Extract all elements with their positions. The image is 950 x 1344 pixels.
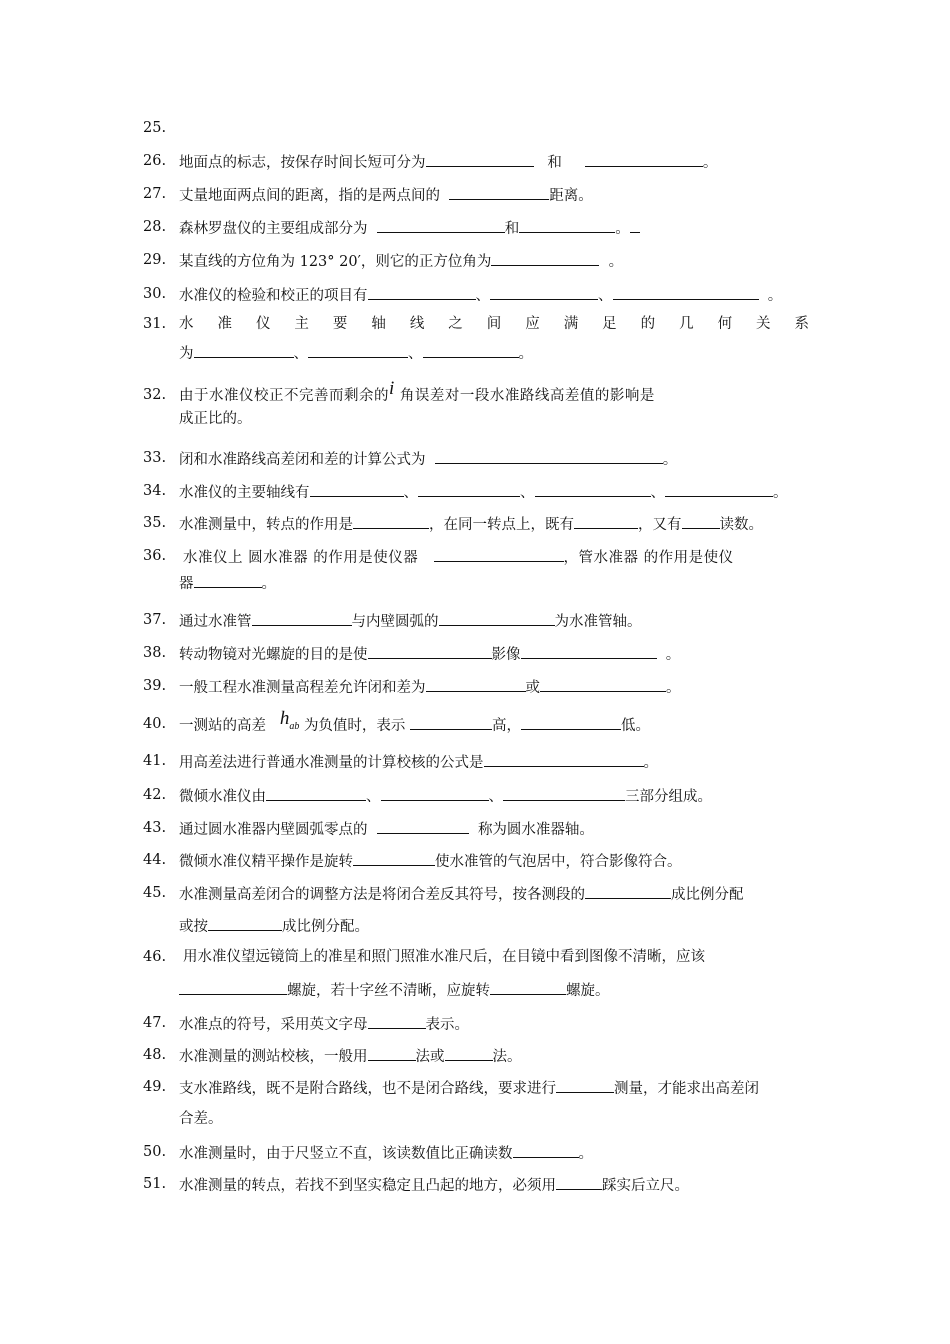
answer-blank	[368, 1014, 426, 1029]
question-number: 37.	[143, 612, 167, 628]
answer-blank	[585, 152, 703, 167]
question-number: 40.	[143, 716, 167, 732]
text-segment: 水准测量时，由于尺竖立不直，该读数值比正确读数	[179, 1146, 513, 1162]
question-text-line-2	[179, 343, 533, 363]
text-segment: 或	[525, 680, 540, 696]
question-number: 27.	[143, 186, 167, 202]
answer-blank	[194, 573, 262, 588]
answer-blank	[353, 514, 429, 529]
text-segment: 。	[261, 576, 276, 592]
question-number: 39.	[143, 678, 167, 694]
text-segment: 成比例分配	[671, 887, 744, 903]
answer-blank	[490, 980, 566, 995]
question-number: 51.	[143, 1176, 167, 1192]
answer-blank	[435, 449, 663, 464]
answer-blank	[368, 285, 476, 300]
text-segment: 或按	[179, 919, 208, 935]
symbol-subscript: ab	[289, 720, 300, 732]
answer-blank	[665, 482, 773, 497]
question-number: 29.	[143, 252, 167, 268]
question-number: 41.	[143, 753, 167, 769]
answer-blank	[574, 514, 638, 529]
text-segment: ，又有	[638, 517, 682, 533]
answer-blank	[521, 644, 657, 659]
answer-blank	[194, 343, 294, 358]
text-segment: 水准测量高差闭合的调整方法是将闭合差反其符号，按各测段的	[179, 887, 585, 903]
text-segment: 一般工程水准测量高程差允许闭和差为	[179, 680, 426, 696]
text-char: 水	[179, 316, 194, 332]
text-segment: 。	[578, 1146, 593, 1162]
answer-blank	[423, 343, 519, 358]
question-number: 28.	[143, 219, 167, 235]
question-36	[143, 547, 811, 591]
answer-blank	[434, 547, 564, 562]
answer-blank	[630, 218, 640, 233]
question-number: 49.	[143, 1079, 167, 1095]
text-segment: 与内壁圆弧的	[351, 614, 439, 630]
answer-blank	[449, 185, 549, 200]
question-number: 33.	[143, 450, 167, 466]
text-char: 系	[794, 316, 809, 332]
question-number: 48.	[143, 1047, 167, 1063]
text-segment: 某直线的方位角为 123° 20′，则它的正方位角为	[179, 254, 492, 270]
text-segment: 闭和水准路线高差闭和差的计算公式为	[179, 452, 426, 468]
question-32	[143, 378, 811, 428]
text-segment: 通过水准管	[179, 614, 252, 630]
question-number: 46.	[143, 949, 167, 965]
answer-blank	[353, 851, 435, 866]
answer-blank	[513, 1143, 579, 1158]
text-segment: 影像	[491, 647, 521, 663]
text-segment: 。	[662, 452, 678, 468]
text-segment: 称为圆水准器轴。	[477, 822, 594, 838]
answer-blank	[252, 611, 352, 626]
answer-blank	[208, 916, 282, 931]
text-segment: 、	[475, 288, 490, 304]
text-char: 何	[717, 316, 733, 332]
question-text-line-1	[179, 315, 809, 333]
answer-blank	[585, 884, 671, 899]
question-text	[179, 449, 677, 469]
text-segment: 一测站的高差	[179, 718, 266, 734]
question-text	[179, 152, 717, 172]
text-char: 关	[756, 316, 771, 332]
text-segment: 低。	[621, 718, 651, 734]
text-segment: 、	[293, 346, 308, 362]
text-segment: 微倾水准仪由	[179, 789, 266, 805]
height-difference-symbol	[279, 708, 300, 732]
text-segment: 。	[608, 254, 624, 270]
question-text	[179, 819, 594, 839]
question-text-line-2	[179, 916, 369, 936]
text-char: 线	[409, 316, 425, 332]
answer-blank	[682, 514, 720, 529]
i-angle-symbol: i	[389, 378, 395, 399]
question-text	[179, 786, 712, 806]
question-45	[143, 884, 811, 936]
question-number: 25.	[143, 120, 167, 136]
question-number: 42.	[143, 787, 167, 803]
text-segment: 水准仪上 圆水准器 的作用是使仪器	[183, 550, 419, 566]
answer-blank	[381, 786, 489, 801]
question-number: 47.	[143, 1015, 167, 1031]
answer-blank	[490, 285, 598, 300]
text-segment: 踩实后立尺。	[602, 1178, 689, 1194]
question-text-line-2	[179, 573, 276, 593]
answer-blank	[426, 152, 534, 167]
text-char: 轴	[371, 316, 386, 332]
answer-blank	[484, 752, 644, 767]
text-segment: 读数。	[719, 517, 763, 533]
answer-blank	[368, 1046, 416, 1061]
text-segment: 。	[615, 221, 630, 237]
question-text	[179, 1014, 469, 1034]
question-number: 31.	[143, 316, 167, 332]
answer-blank	[491, 251, 599, 266]
question-text-line-2	[179, 980, 610, 1000]
question-text	[179, 644, 680, 664]
question-number: 35.	[143, 515, 167, 531]
answer-blank	[521, 715, 621, 730]
text-segment: ，在同一转点上，既有	[429, 517, 574, 533]
question-text	[179, 218, 640, 238]
question-number: 32.	[143, 387, 167, 403]
text-segment: 、	[520, 485, 535, 501]
question-text	[179, 482, 788, 502]
text-segment: 为	[179, 346, 194, 362]
text-char: 间	[486, 316, 502, 332]
text-segment: 器	[179, 576, 194, 592]
question-number: 34.	[143, 483, 167, 499]
text-segment: 测量，才能求出高差闭	[614, 1081, 759, 1097]
text-segment: 三部分组成。	[625, 789, 712, 805]
text-segment: 高，	[492, 718, 522, 734]
text-char: 应	[525, 316, 540, 332]
text-segment: 微倾水准仪精平操作是旋转	[179, 854, 353, 870]
symbol-h: h	[279, 708, 290, 729]
question-text-line-1: 用水准仪望远镜筒上的准星和照门照准水准尺后，在目镜中看到图像不清晰，应该	[183, 949, 705, 965]
answer-blank	[377, 218, 505, 233]
question-text	[179, 251, 623, 271]
text-segment: 表示。	[425, 1017, 469, 1033]
answer-blank	[556, 1078, 614, 1093]
text-char: 仪	[255, 316, 271, 332]
answer-blank	[179, 980, 287, 995]
question-number: 38.	[143, 645, 167, 661]
answer-blank	[310, 482, 404, 497]
question-text	[179, 1046, 522, 1066]
text-segment: 丈量地面两点间的距离，指的是两点间的	[179, 188, 440, 204]
question-text	[179, 752, 658, 772]
question-text	[179, 851, 682, 871]
answer-blank	[556, 1175, 602, 1190]
text-segment: 为水准管轴。	[554, 614, 642, 630]
text-segment: 距离。	[549, 188, 593, 204]
text-segment: 、	[408, 346, 423, 362]
text-segment: 、	[598, 288, 613, 304]
text-char: 要	[332, 316, 348, 332]
answer-blank	[418, 482, 520, 497]
answer-blank	[368, 644, 492, 659]
text-segment: 螺旋。	[566, 983, 610, 999]
question-number: 26.	[143, 153, 167, 169]
text-segment: 水准点的符号，采用英文字母	[179, 1017, 368, 1033]
question-text	[179, 285, 782, 305]
question-text-line-1	[179, 1078, 759, 1098]
text-char: 足	[602, 316, 617, 332]
text-segment: 螺旋，若十字丝不清晰，应旋转	[287, 983, 490, 999]
question-text	[179, 185, 593, 205]
answer-blank	[613, 285, 759, 300]
answer-blank	[503, 786, 625, 801]
text-char: 之	[448, 316, 463, 332]
text-char: 主	[294, 316, 309, 332]
text-segment: 水准测量的转点，若找不到坚实稳定且凸起的地方，必须用	[179, 1178, 556, 1194]
text-segment: 转动物镜对光螺旋的目的是使	[179, 647, 368, 663]
answer-blank	[377, 819, 469, 834]
question-text	[179, 708, 651, 742]
text-segment: 由于水准仪校正不完善而剩余的	[179, 388, 389, 404]
text-char: 满	[563, 316, 579, 332]
question-text	[179, 1175, 689, 1195]
question-number: 44.	[143, 852, 167, 868]
answer-blank	[519, 218, 615, 233]
text-segment: 通过圆水准器内壁圆弧零点的	[179, 822, 368, 838]
answer-blank	[535, 482, 651, 497]
question-text	[179, 611, 642, 631]
answer-blank	[439, 611, 555, 626]
question-49	[143, 1078, 811, 1130]
question-number: 43.	[143, 820, 167, 836]
text-segment: 和	[547, 155, 562, 171]
text-segment: 使水准管的气泡居中，符合影像符合。	[435, 854, 682, 870]
text-segment: 。	[702, 155, 718, 171]
answer-blank	[445, 1046, 493, 1061]
text-char: 几	[679, 316, 694, 332]
text-segment: 角误差对一段水准路线高差值的影响是	[399, 388, 655, 404]
text-segment: 。	[518, 346, 533, 362]
question-text-line-1	[179, 378, 655, 405]
text-segment: 为负值时，表示	[303, 718, 406, 734]
answer-blank	[410, 715, 492, 730]
text-segment: 、	[366, 789, 381, 805]
text-segment: 水准测量中，转点的作用是	[179, 517, 353, 533]
text-segment: 、	[488, 789, 503, 805]
text-segment: 法。	[492, 1049, 522, 1065]
text-segment: ，管水准器 的作用是使仪	[563, 550, 734, 566]
question-number: 50.	[143, 1144, 167, 1160]
question-text-line-1	[179, 884, 744, 904]
question-number: 45.	[143, 885, 167, 901]
text-segment: 水准测量的测站校核，一般用	[179, 1049, 368, 1065]
question-text-line-2: 合差。	[179, 1111, 223, 1127]
question-text	[179, 677, 681, 697]
text-segment: 法或	[415, 1049, 445, 1065]
text-char: 准	[217, 316, 232, 332]
question-number: 36.	[143, 548, 167, 564]
answer-blank	[540, 677, 666, 692]
question-number: 30.	[143, 286, 167, 302]
text-segment: 支水准路线，既不是附合路线，也不是闭合路线，要求进行	[179, 1081, 556, 1097]
text-segment: 。	[643, 755, 658, 771]
question-46	[143, 948, 811, 1000]
text-segment: 。	[666, 680, 681, 696]
text-segment: 和	[504, 221, 520, 237]
answer-blank	[426, 677, 526, 692]
text-segment: 地面点的标志，按保存时间长短可分为	[179, 155, 426, 171]
text-segment: 。	[767, 288, 783, 304]
text-segment: 森林罗盘仪的主要组成部分为	[179, 221, 368, 237]
text-char: 的	[640, 316, 656, 332]
text-segment: 成比例分配。	[282, 919, 369, 935]
question-text	[179, 1143, 593, 1163]
question-text-line-2: 成正比的。	[179, 411, 252, 427]
question-text-line-1	[183, 547, 734, 567]
question-text	[179, 514, 763, 534]
text-segment: 水准仪的主要轴线有	[179, 485, 310, 501]
answer-blank	[266, 786, 366, 801]
text-segment: 。	[665, 647, 681, 663]
text-segment: 用高差法进行普通水准测量的计算校核的公式是	[179, 755, 484, 771]
text-segment: 、	[650, 485, 665, 501]
question-31	[143, 315, 811, 363]
text-segment: 。	[773, 485, 788, 501]
text-segment: 水准仪的检验和校正的项目有	[179, 288, 368, 304]
answer-blank	[308, 343, 408, 358]
text-segment: 、	[403, 485, 418, 501]
